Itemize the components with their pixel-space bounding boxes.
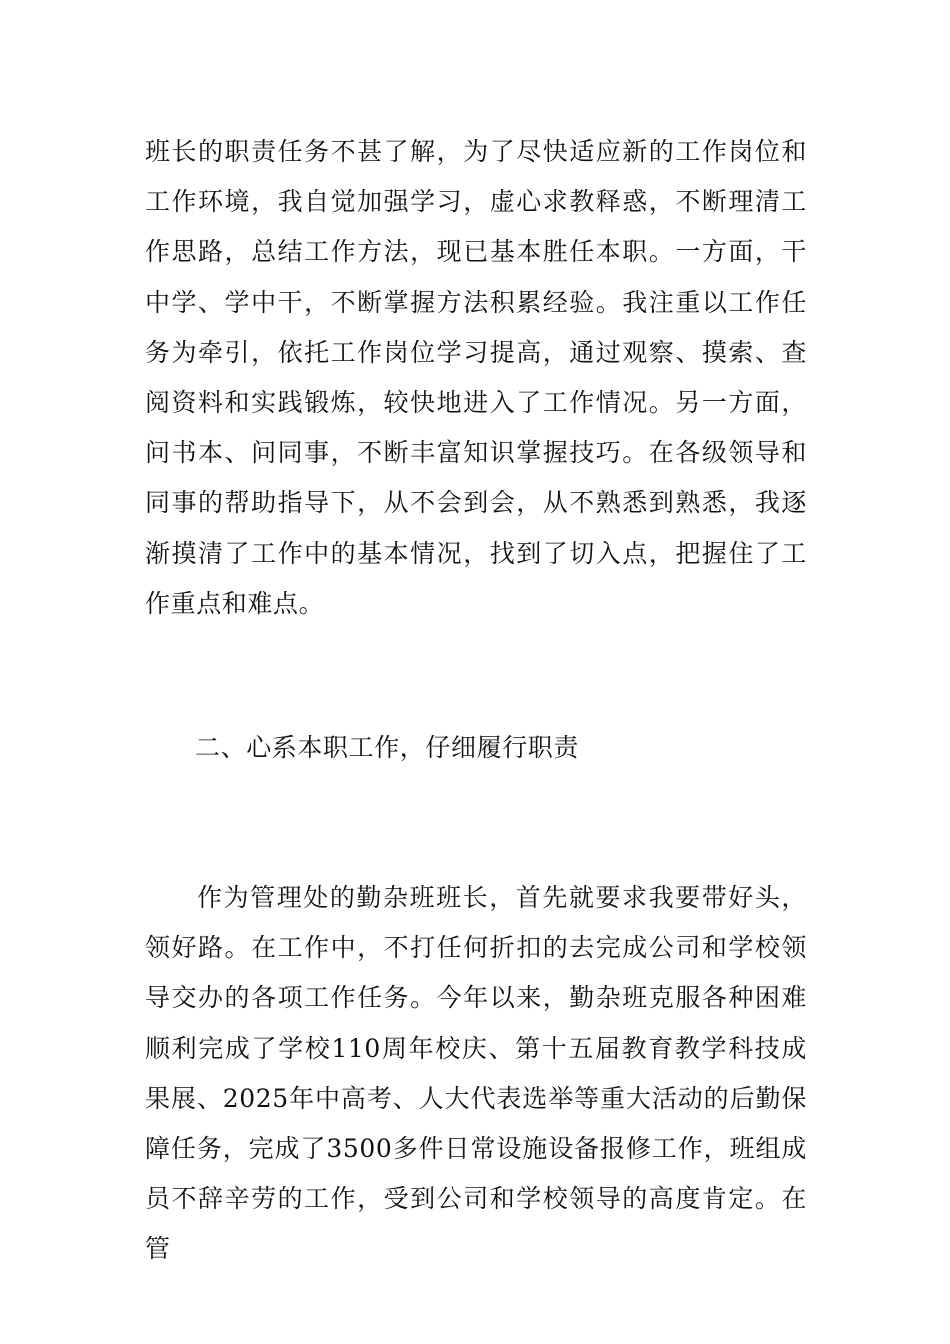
body-paragraph-2: 作为管理处的勤杂班班长，首先就要求我要带好头，领好路。在工作中，不打任何折扣的去完成公司和学校领导交办的各项工作任务。今年以来，勤杂班克服各种困难顺利完成了学校110周年校庆、第十五届教育教学科技成果展、2025年中高考、人大代表选举等重大活动的后勤保障任务，完成了3500多件日常设施设备报修工作，班组成员不辞辛劳的工作，受到公司和学校领导的高度肯定。在管 (145, 883, 807, 1264)
body-paragraph-1: 班长的职责任务不甚了解，为了尽快适应新的工作岗位和工作环境，我自觉加强学习，虚心求教释惑，不断理清工作思路，总结工作方法，现已基本胜任本职。一方面，干中学、学中干，不断掌握方法积累经验。我注重以工作任务为牵引，依托工作岗位学习提高，通过观察、摸索、查阅资料和实践锻炼，较快地进入了工作情况。另一方面，问书本、问同事，不断丰富知识掌握技巧。在各级领导和同事的帮助指导下，从不会到会，从不熟悉到熟悉，我逐渐摸清了工作中的基本情况，找到了切入点，把握住了工作重点和难点。 (145, 137, 807, 618)
section-heading: 二、心系本职工作，仔细履行职责 (195, 733, 580, 762)
